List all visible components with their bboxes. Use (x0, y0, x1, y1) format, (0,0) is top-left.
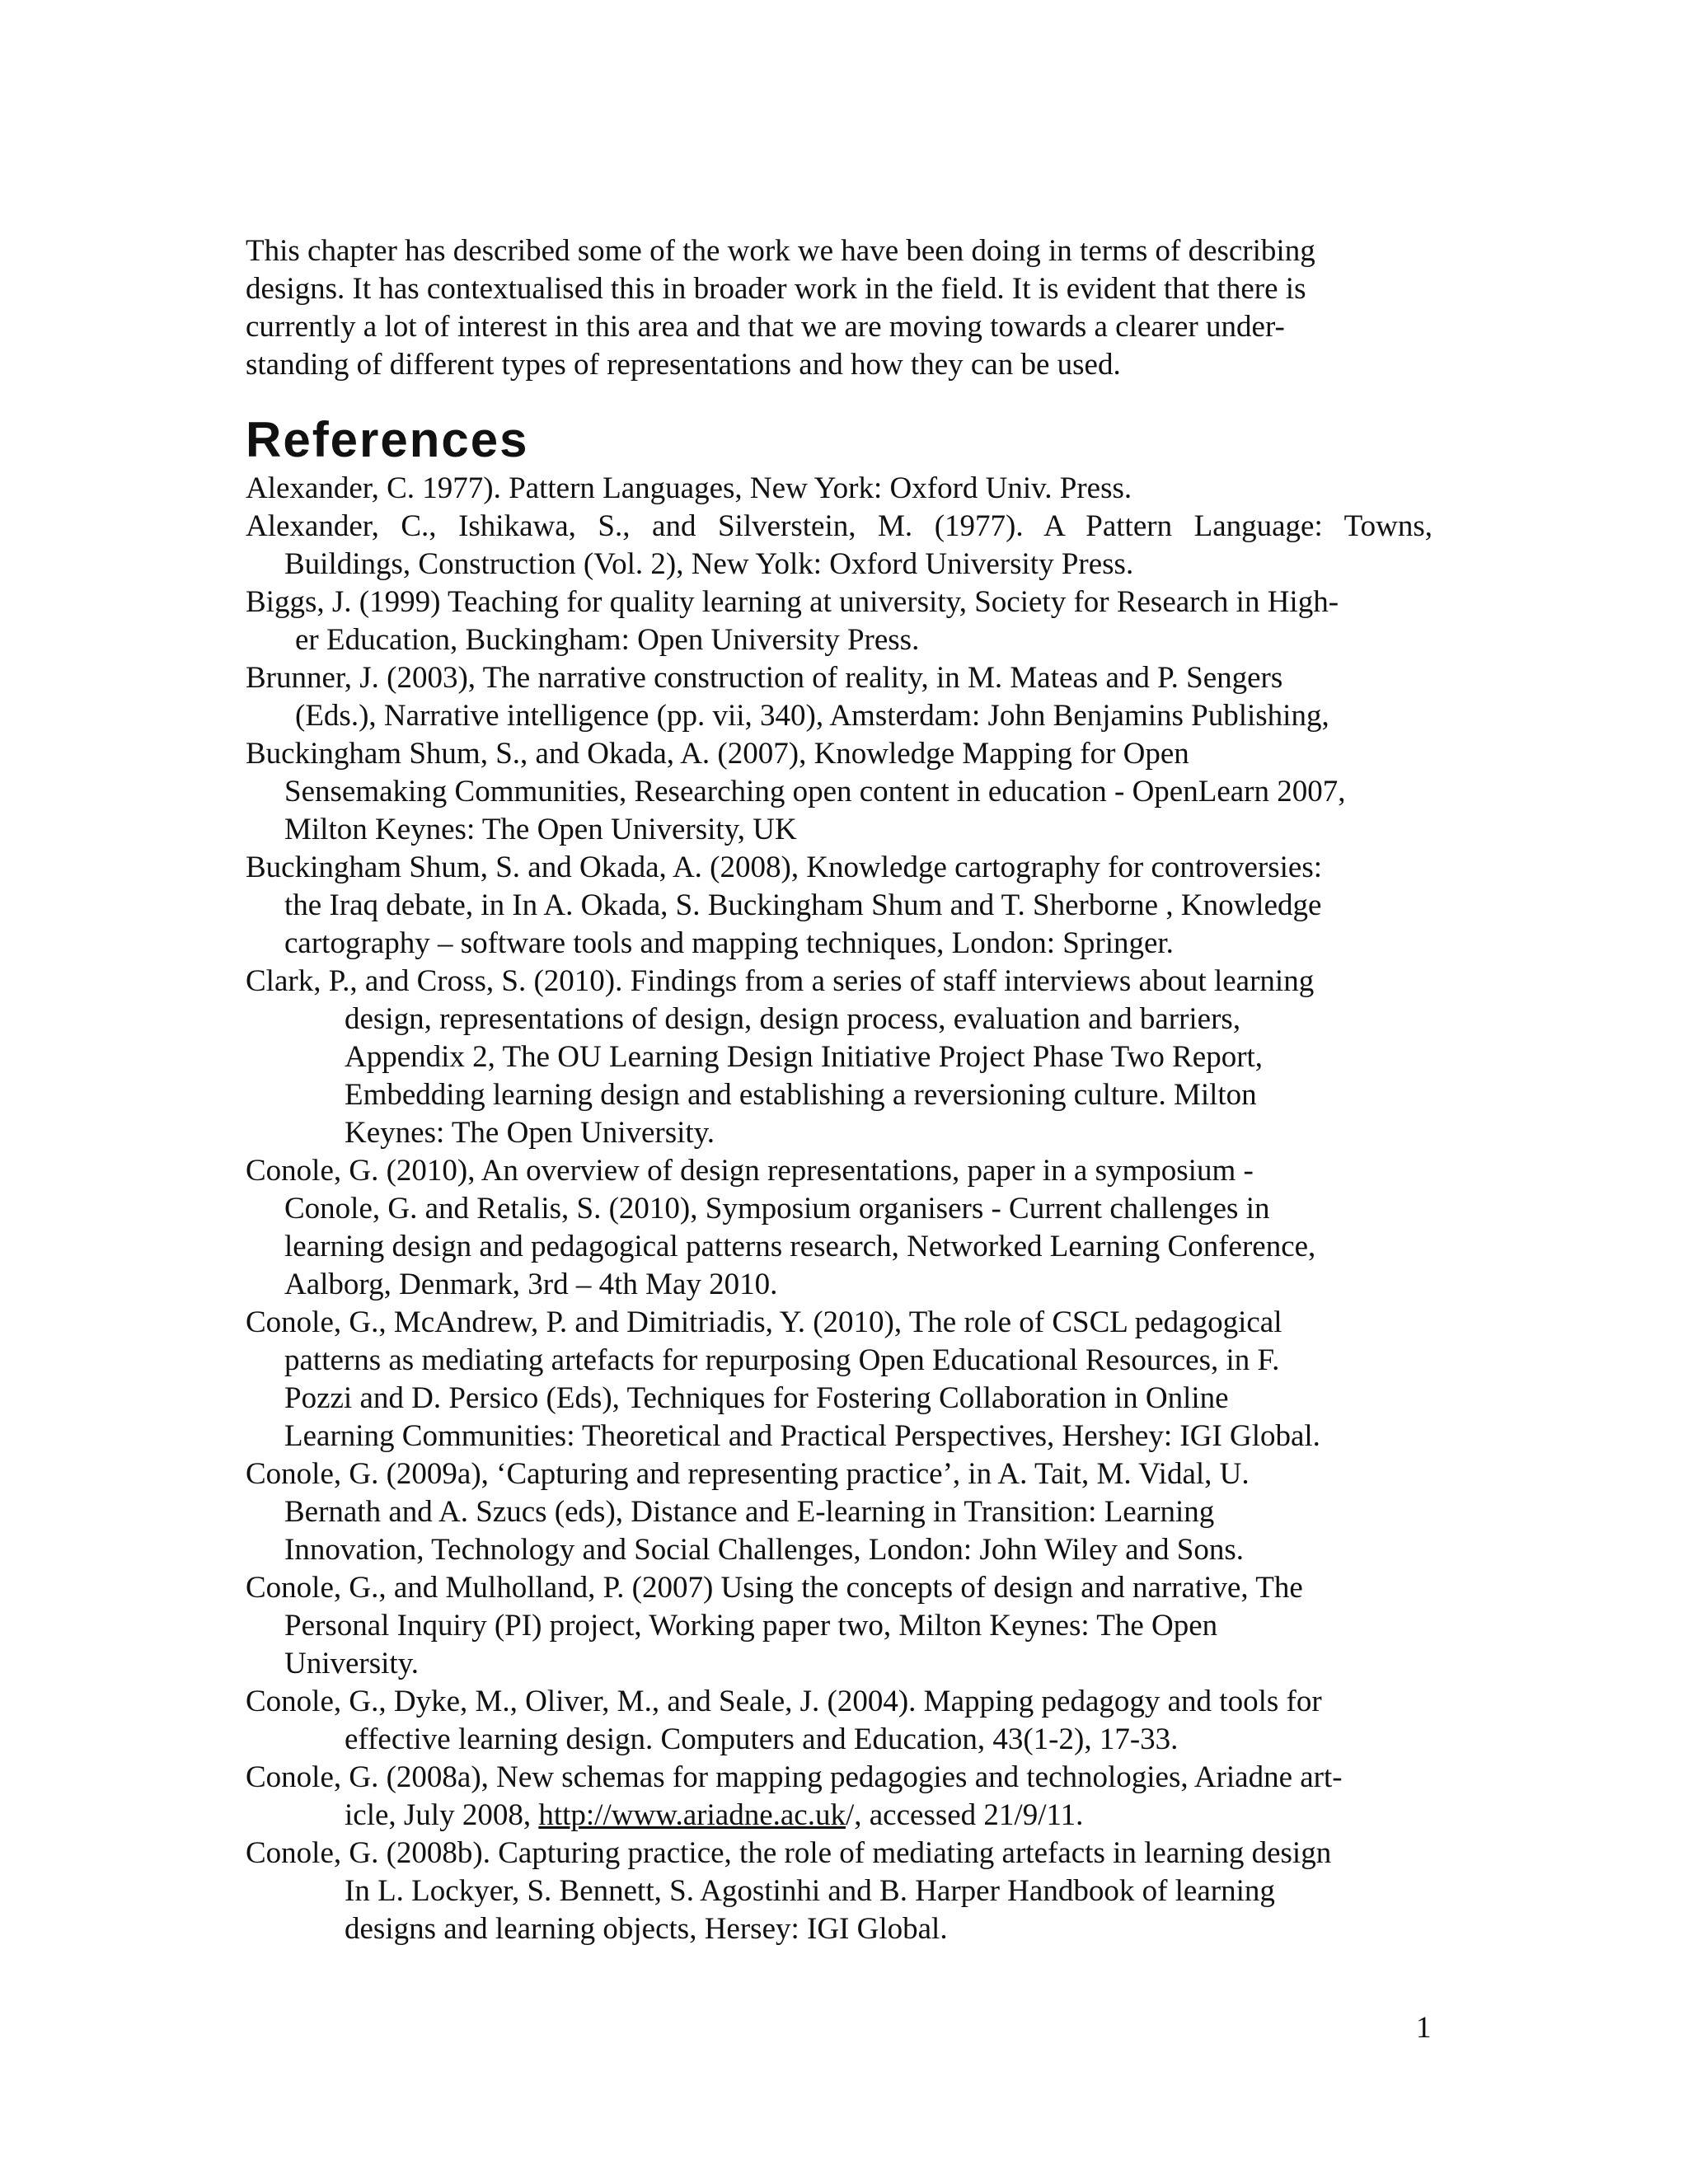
reference-line: Alexander, C., Ishikawa, S., and Silverstein, M. (1977). A Pattern Language: Towns, (246, 509, 1432, 543)
reference-line: Learning Communities: Theoretical and Practical Perspectives, Hershey: IGI Global. (284, 1419, 1320, 1453)
reference-line: Appendix 2, The OU Learning Design Initiative Project Phase Two Report, (345, 1040, 1264, 1074)
reference-line: Sensemaking Communities, Researching open content in education - OpenLearn 2007, (284, 775, 1346, 808)
reference-line: Buckingham Shum, S., and Okada, A. (2007), Knowledge Mapping for Open (246, 737, 1189, 771)
reference-line: designs and learning objects, Hersey: IGI Global. (345, 1912, 948, 1946)
reference-line: Conole, G. (2008a), New schemas for mapping pedagogies and technologies, Ariadne art- (246, 1760, 1343, 1794)
reference-line: Pozzi and D. Persico (Eds), Techniques for Fostering Collaboration in Online (284, 1381, 1229, 1415)
reference-line: Buckingham Shum, S. and Okada, A. (2008), Knowledge cartography for controversies: (246, 851, 1323, 884)
reference-line: Innovation, Technology and Social Challenges, London: John Wiley and Sons. (284, 1533, 1245, 1567)
intro-line: currently a lot of interest in this area and that we are moving towards a clearer under- (246, 310, 1285, 344)
reference-line: Alexander, C. 1977). Pattern Languages, New York: Oxford Univ. Press. (246, 471, 1132, 505)
reference-entry (246, 508, 1432, 583)
reference-line: Conole, G. (2009a), ‘Capturing and representing practice’, in A. Tait, M. Vidal, U. (246, 1457, 1250, 1491)
reference-entry (246, 849, 1432, 963)
reference-line: Brunner, J. (2003), The narrative construction of reality, in M. Mateas and P. Sengers (246, 661, 1283, 695)
reference-entry (246, 583, 1432, 659)
intro-paragraph (246, 232, 1432, 384)
reference-line: Biggs, J. (1999) Teaching for quality learning at university, Society for Research in High- (246, 585, 1339, 619)
intro-line: designs. It has contextualised this in broader work in the field. It is evident that there is (246, 272, 1306, 306)
reference-line: Conole, G., and Mulholland, P. (2007) Using the concepts of design and narrative, The (246, 1571, 1303, 1605)
reference-line: Aalborg, Denmark, 3rd – 4th May 2010. (284, 1268, 778, 1301)
reference-entry (246, 659, 1432, 735)
reference-entry (246, 1569, 1432, 1683)
reference-entry (246, 1152, 1432, 1304)
reference-line: Personal Inquiry (PI) project, Working paper two, Milton Keynes: The Open (284, 1609, 1218, 1643)
reference-line: Keynes: The Open University. (345, 1116, 715, 1150)
reference-line: (Eds.), Narrative intelligence (pp. vii, 340), Amsterdam: John Benjamins Publishing, (295, 699, 1329, 733)
reference-entry (246, 1455, 1432, 1569)
reference-line: In L. Lockyer, S. Bennett, S. Agostinhi and B. Harper Handbook of learning (345, 1874, 1275, 1908)
reference-line: Conole, G. (2010), An overview of design representations, paper in a symposium - (246, 1154, 1254, 1188)
reference-entry (246, 470, 1432, 508)
reference-line: learning design and pedagogical patterns research, Networked Learning Conference, (284, 1230, 1316, 1263)
intro-line: standing of different types of representations and how they can be used. (246, 348, 1121, 382)
intro-line: This chapter has described some of the work we have been doing in terms of describing (246, 234, 1315, 268)
reference-line: Conole, G., McAndrew, P. and Dimitriadis, Y. (2010), The role of CSCL pedagogical (246, 1305, 1282, 1339)
reference-line: Conole, G. and Retalis, S. (2010), Symposium organisers - Current challenges in (284, 1192, 1270, 1226)
reference-list (246, 470, 1432, 1948)
reference-entry (246, 963, 1432, 1152)
document-page (246, 232, 1432, 1948)
reference-entry (246, 1304, 1432, 1455)
reference-line: Clark, P., and Cross, S. (2010). Findings from a series of staff interviews about learning (246, 964, 1315, 998)
reference-entry (246, 1683, 1432, 1759)
reference-line: er Education, Buckingham: Open University Press. (295, 623, 920, 657)
reference-line: Buildings, Construction (Vol. 2), New Yolk: Oxford University Press. (284, 547, 1134, 581)
reference-entry (246, 735, 1432, 849)
reference-line: effective learning design. Computers and Education, 43(1-2), 17-33. (345, 1722, 1179, 1756)
reference-line: patterns as mediating artefacts for repurposing Open Educational Resources, in F. (284, 1343, 1280, 1377)
reference-line: the Iraq debate, in In A. Okada, S. Buckingham Shum and T. Sherborne , Knowledge (284, 888, 1322, 922)
reference-text: /, accessed 21/9/11. (845, 1798, 1084, 1832)
reference-line: University. (284, 1647, 420, 1680)
reference-line: cartography – software tools and mapping techniques, London: Springer. (284, 926, 1174, 960)
reference-line-with-link (246, 1797, 1432, 1835)
references-heading: References (246, 412, 529, 467)
reference-entry (246, 1835, 1432, 1948)
reference-line: Milton Keynes: The Open University, UK (284, 813, 797, 846)
reference-line: Bernath and A. Szucs (eds), Distance and E-learning in Transition: Learning (284, 1495, 1215, 1529)
reference-line: design, representations of design, design process, evaluation and barriers, (345, 1002, 1241, 1036)
reference-text: icle, July 2008, (345, 1798, 539, 1832)
reference-line: Conole, G. (2008b). Capturing practice, the role of mediating artefacts in learning design (246, 1836, 1332, 1870)
reference-line: Embedding learning design and establishing a reversioning culture. Milton (345, 1078, 1257, 1112)
reference-entry (246, 1759, 1432, 1835)
ariadne-link[interactable]: http://www.ariadne.ac.uk (538, 1798, 846, 1832)
reference-line: Conole, G., Dyke, M., Oliver, M., and Seale, J. (2004). Mapping pedagogy and tools for (246, 1685, 1322, 1718)
page-number: 1 (1416, 2011, 1432, 2045)
